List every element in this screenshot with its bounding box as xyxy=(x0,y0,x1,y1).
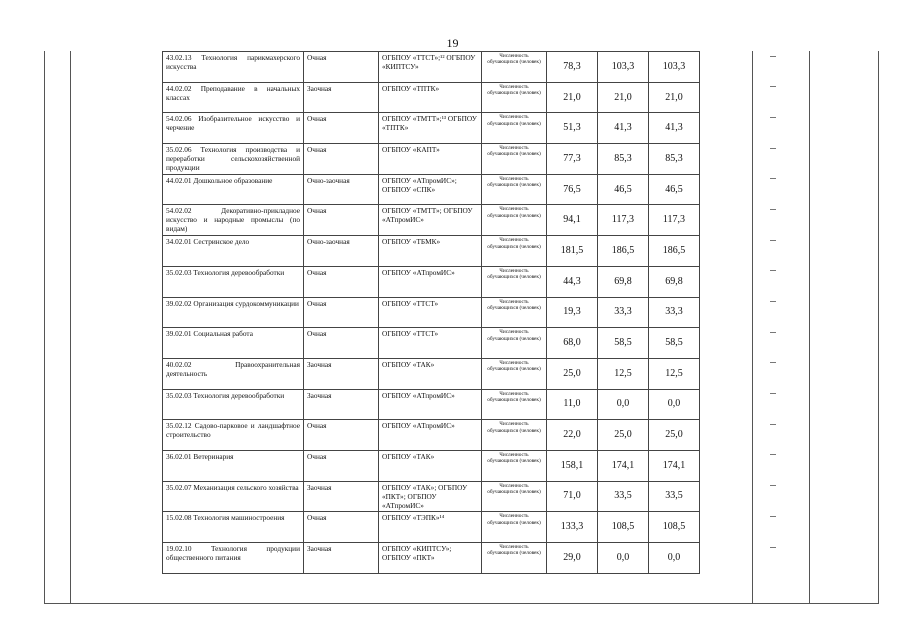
value-cell: 174,1 xyxy=(598,450,649,481)
row-dash-mark xyxy=(770,148,776,149)
table-row xyxy=(163,450,700,481)
value-cell: 133,3 xyxy=(547,512,598,543)
table-row xyxy=(163,543,700,574)
specialty-cell: 35.02.12 Садово-парковое и ландшафтное строительство xyxy=(163,420,304,451)
row-dash-mark xyxy=(770,516,776,517)
specialty-cell: 35.02.06 Технология производства и переработки сельскохозяйственной продукции xyxy=(163,144,304,175)
value-cell: 77,3 xyxy=(547,144,598,175)
value-cell: 71,0 xyxy=(547,481,598,512)
value-cell: 46,5 xyxy=(598,174,649,205)
table-row xyxy=(163,266,700,297)
specialty-cell: 19.02.10 Технология продукции общественного питания xyxy=(163,543,304,574)
indicator-cell: Численность обучающихся (человек) xyxy=(482,297,547,328)
table-row xyxy=(163,328,700,359)
table-row xyxy=(163,236,700,267)
organization-cell: ОГБПОУ «ТЭПК»¹⁴ xyxy=(379,512,482,543)
indicator-cell: Численность обучающихся (человек) xyxy=(482,328,547,359)
study-form-cell: Очно-заочная xyxy=(304,174,379,205)
value-cell: 69,8 xyxy=(598,266,649,297)
row-dash-mark xyxy=(770,362,776,363)
frame-line xyxy=(752,51,753,604)
value-cell: 25,0 xyxy=(598,420,649,451)
table-row xyxy=(163,389,700,420)
table-row xyxy=(163,52,700,83)
specialty-cell: 35.02.07 Механизация сельского хозяйства xyxy=(163,481,304,512)
row-dash-mark xyxy=(770,56,776,57)
table-row xyxy=(163,82,700,113)
organization-cell: ОГБПОУ «ТАК» xyxy=(379,450,482,481)
value-cell: 103,3 xyxy=(598,52,649,83)
row-dash-mark xyxy=(770,117,776,118)
specialty-cell: 44.02.01 Дошкольное образование xyxy=(163,174,304,205)
specialty-cell: 40.02.02 Правоохранительная деятельность xyxy=(163,358,304,389)
row-dash-mark xyxy=(770,393,776,394)
organization-cell: ОГБПОУ «ТМТТ»; ОГБПОУ «АТпромИС» xyxy=(379,205,482,236)
row-dash-mark xyxy=(770,178,776,179)
row-dash-mark xyxy=(770,454,776,455)
value-cell: 85,3 xyxy=(598,144,649,175)
value-cell: 0,0 xyxy=(598,389,649,420)
organization-cell: ОГБПОУ «ТТСТ» xyxy=(379,328,482,359)
study-form-cell: Очная xyxy=(304,297,379,328)
study-form-cell: Заочная xyxy=(304,358,379,389)
value-cell: 46,5 xyxy=(649,174,700,205)
study-form-cell: Заочная xyxy=(304,82,379,113)
specialty-cell: 39.02.02 Организация сурдокоммуникации xyxy=(163,297,304,328)
organization-cell: ОГБПОУ «ТПТК» xyxy=(379,82,482,113)
indicator-cell: Численность обучающихся (человек) xyxy=(482,236,547,267)
indicator-cell: Численность обучающихся (человек) xyxy=(482,481,547,512)
indicator-cell: Численность обучающихся (человек) xyxy=(482,450,547,481)
value-cell: 108,5 xyxy=(649,512,700,543)
frame-line xyxy=(44,603,879,604)
row-dash-mark xyxy=(770,547,776,548)
study-form-cell: Очная xyxy=(304,420,379,451)
indicator-cell: Численность обучающихся (человек) xyxy=(482,113,547,144)
indicator-cell: Численность обучающихся (человек) xyxy=(482,52,547,83)
row-dash-mark xyxy=(770,209,776,210)
organization-cell: ОГБПОУ «КИПТСУ»; ОГБПОУ «ПКТ» xyxy=(379,543,482,574)
specialty-cell: 44.02.02 Преподавание в начальных классах xyxy=(163,82,304,113)
value-cell: 58,5 xyxy=(598,328,649,359)
organization-cell: ОГБПОУ «АТпромИС» xyxy=(379,266,482,297)
value-cell: 69,8 xyxy=(649,266,700,297)
specialty-cell: 34.02.01 Сестринское дело xyxy=(163,236,304,267)
page-number: 19 xyxy=(446,36,459,50)
value-cell: 21,0 xyxy=(649,82,700,113)
table-row xyxy=(163,113,700,144)
specialty-cell: 35.02.03 Технология деревообработки xyxy=(163,389,304,420)
frame-line xyxy=(809,51,810,604)
study-form-cell: Заочная xyxy=(304,389,379,420)
frame-line xyxy=(70,51,71,604)
study-form-cell: Заочная xyxy=(304,543,379,574)
value-cell: 58,5 xyxy=(649,328,700,359)
value-cell: 108,5 xyxy=(598,512,649,543)
specialty-cell: 15.02.08 Технология машиностроения xyxy=(163,512,304,543)
indicator-cell: Численность обучающихся (человек) xyxy=(482,174,547,205)
value-cell: 29,0 xyxy=(547,543,598,574)
value-cell: 85,3 xyxy=(649,144,700,175)
indicator-cell: Численность обучающихся (человек) xyxy=(482,205,547,236)
value-cell: 19,3 xyxy=(547,297,598,328)
specialty-cell: 39.02.01 Социальная работа xyxy=(163,328,304,359)
value-cell: 12,5 xyxy=(649,358,700,389)
table-row xyxy=(163,420,700,451)
table-row xyxy=(163,144,700,175)
organization-cell: ОГБПОУ «ТАК» xyxy=(379,358,482,389)
value-cell: 174,1 xyxy=(649,450,700,481)
organization-cell: ОГБПОУ «ТБМК» xyxy=(379,236,482,267)
organization-cell: ОГБПОУ «КАПТ» xyxy=(379,144,482,175)
value-cell: 186,5 xyxy=(649,236,700,267)
study-form-cell: Очная xyxy=(304,205,379,236)
value-cell: 44,3 xyxy=(547,266,598,297)
row-dash-mark xyxy=(770,332,776,333)
value-cell: 117,3 xyxy=(598,205,649,236)
table-row xyxy=(163,174,700,205)
value-cell: 0,0 xyxy=(649,543,700,574)
frame-line xyxy=(878,51,879,604)
indicator-cell: Численность обучающихся (человек) xyxy=(482,358,547,389)
value-cell: 186,5 xyxy=(598,236,649,267)
row-dash-mark xyxy=(770,86,776,87)
value-cell: 181,5 xyxy=(547,236,598,267)
specialty-cell: 35.02.03 Технология деревообработки xyxy=(163,266,304,297)
study-form-cell: Очная xyxy=(304,450,379,481)
specialty-cell: 43.02.13 Технология парикмахерского искусства xyxy=(163,52,304,83)
value-cell: 33,3 xyxy=(598,297,649,328)
frame-line xyxy=(44,51,45,604)
value-cell: 117,3 xyxy=(649,205,700,236)
value-cell: 21,0 xyxy=(547,82,598,113)
organization-cell: ОГБПОУ «ТАК»; ОГБПОУ «ПКТ»; ОГБПОУ «АТпромИС» xyxy=(379,481,482,512)
table-row xyxy=(163,205,700,236)
study-form-cell: Очная xyxy=(304,113,379,144)
specialty-cell: 36.02.01 Ветеринария xyxy=(163,450,304,481)
value-cell: 94,1 xyxy=(547,205,598,236)
row-dash-mark xyxy=(770,424,776,425)
indicator-cell: Численность обучающихся (человек) xyxy=(482,144,547,175)
organization-cell: ОГБПОУ «ТМТТ»;¹³ ОГБПОУ «ТПТК» xyxy=(379,113,482,144)
value-cell: 25,0 xyxy=(547,358,598,389)
value-cell: 68,0 xyxy=(547,328,598,359)
value-cell: 33,3 xyxy=(649,297,700,328)
row-dash-mark xyxy=(770,485,776,486)
specialty-cell: 54.02.06 Изобразительное искусство и черчение xyxy=(163,113,304,144)
study-form-cell: Очная xyxy=(304,52,379,83)
value-cell: 22,0 xyxy=(547,420,598,451)
value-cell: 25,0 xyxy=(649,420,700,451)
value-cell: 158,1 xyxy=(547,450,598,481)
table-row xyxy=(163,358,700,389)
study-form-cell: Очная xyxy=(304,328,379,359)
study-form-cell: Очная xyxy=(304,266,379,297)
table-row xyxy=(163,512,700,543)
study-form-cell: Очно-заочная xyxy=(304,236,379,267)
study-form-cell: Заочная xyxy=(304,481,379,512)
indicator-cell: Численность обучающихся (человек) xyxy=(482,82,547,113)
row-dash-mark xyxy=(770,240,776,241)
study-form-cell: Очная xyxy=(304,512,379,543)
table-row xyxy=(163,481,700,512)
organization-cell: ОГБПОУ «АТпромИС» xyxy=(379,420,482,451)
organization-cell: ОГБПОУ «ТТСТ»;¹² ОГБПОУ «КИПТСУ» xyxy=(379,52,482,83)
study-form-cell: Очная xyxy=(304,144,379,175)
value-cell: 78,3 xyxy=(547,52,598,83)
value-cell: 51,3 xyxy=(547,113,598,144)
value-cell: 76,5 xyxy=(547,174,598,205)
row-dash-mark xyxy=(770,270,776,271)
value-cell: 11,0 xyxy=(547,389,598,420)
indicator-cell: Численность обучающихся (человек) xyxy=(482,420,547,451)
value-cell: 33,5 xyxy=(649,481,700,512)
value-cell: 103,3 xyxy=(649,52,700,83)
indicator-cell: Численность обучающихся (человек) xyxy=(482,389,547,420)
value-cell: 41,3 xyxy=(649,113,700,144)
value-cell: 41,3 xyxy=(598,113,649,144)
value-cell: 21,0 xyxy=(598,82,649,113)
row-dash-mark xyxy=(770,301,776,302)
indicator-cell: Численность обучающихся (человек) xyxy=(482,512,547,543)
value-cell: 12,5 xyxy=(598,358,649,389)
organization-cell: ОГБПОУ «АТпромИС»; ОГБПОУ «СПК» xyxy=(379,174,482,205)
indicator-cell: Численность обучающихся (человек) xyxy=(482,266,547,297)
indicator-cell: Численность обучающихся (человек) xyxy=(482,543,547,574)
value-cell: 33,5 xyxy=(598,481,649,512)
organization-cell: ОГБПОУ «АТпромИС» xyxy=(379,389,482,420)
value-cell: 0,0 xyxy=(649,389,700,420)
organization-cell: ОГБПОУ «ТТСТ» xyxy=(379,297,482,328)
table-row xyxy=(163,297,700,328)
specialty-cell: 54.02.02 Декоративно-прикладное искусство и народные промыслы (по видам) xyxy=(163,205,304,236)
value-cell: 0,0 xyxy=(598,543,649,574)
program-table xyxy=(162,51,700,574)
